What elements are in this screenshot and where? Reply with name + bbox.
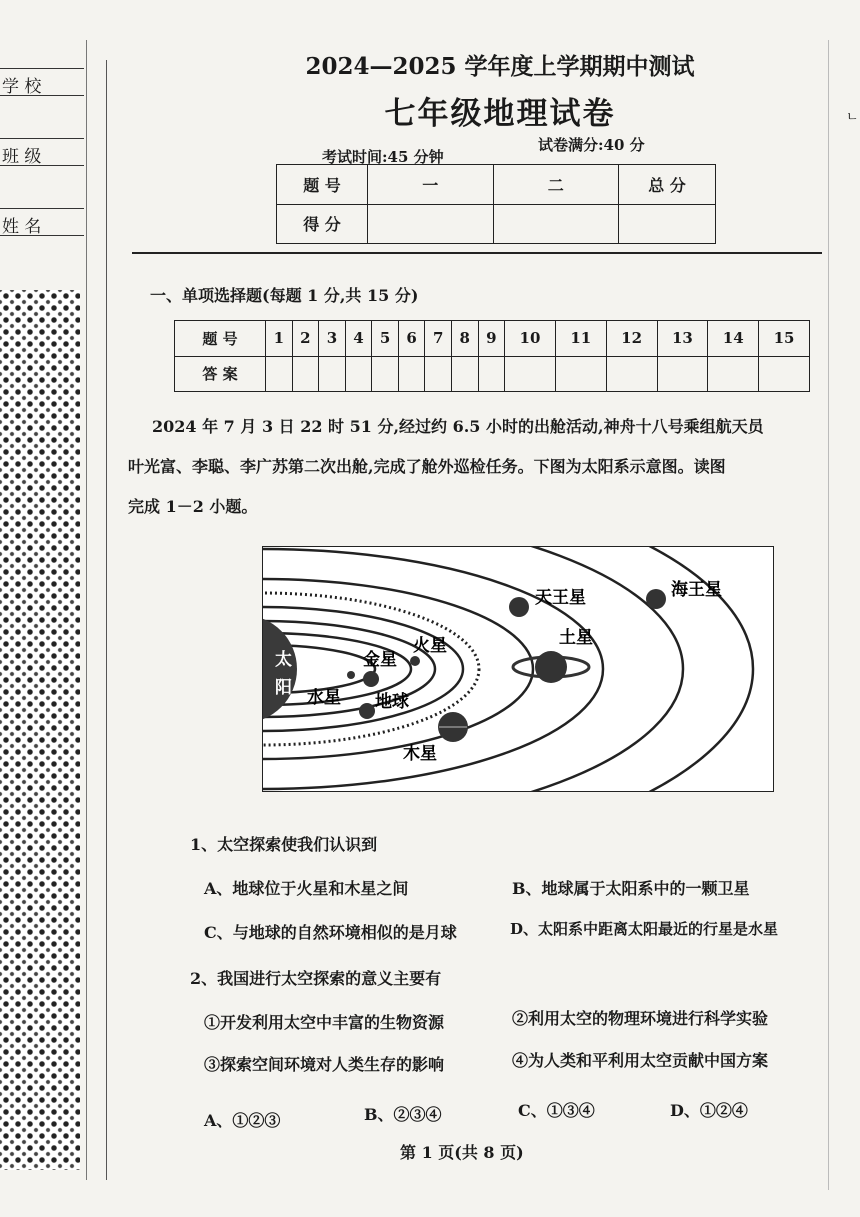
answer-cell[interactable] — [319, 356, 346, 392]
score-header-label: 题 号 — [277, 165, 368, 205]
q1-option-d[interactable]: D、太阳系中距离太阳最近的行星是水星 — [510, 920, 779, 938]
neptune-icon — [646, 589, 666, 609]
answer-cell[interactable] — [505, 356, 556, 392]
q2-option-a[interactable]: A、①②③ — [204, 1111, 281, 1130]
score-row-label: 得 分 — [277, 204, 368, 244]
question-number-cell: 8 — [451, 321, 478, 357]
score-cell-total[interactable] — [619, 204, 716, 244]
q2-statement-1: ①开发利用太空中丰富的生物资源 — [204, 1013, 445, 1032]
question-number-cell: 10 — [505, 321, 556, 357]
answer-cell[interactable] — [292, 356, 319, 392]
answer-cell[interactable] — [425, 356, 452, 392]
saturn-icon — [535, 651, 567, 683]
answer-header-label: 题 号 — [175, 321, 266, 357]
exam-title: 2024—2025 学年度上学期期中测试 — [305, 53, 695, 80]
mars-icon — [410, 656, 420, 666]
school-field — [0, 68, 84, 96]
intro-line-2: 叶光富、李聪、李广苏第二次出舱,完成了舱外巡检任务。下图为太阳系示意图。读图 — [128, 457, 726, 476]
mercury-icon — [347, 671, 355, 679]
intro-line-3: 完成 1－2 小题。 — [128, 497, 258, 516]
intro-line-1: 2024 年 7 月 3 日 22 时 51 分,经过约 6.5 小时的出舱活动,神舟十八号乘组航天员 — [152, 417, 764, 436]
question-number-cell: 11 — [555, 321, 606, 357]
score-cell-1[interactable] — [368, 204, 494, 244]
score-header-total: 总 分 — [619, 165, 716, 205]
sun-label-2: 阳 — [275, 678, 292, 698]
mars-label: 火星 — [413, 636, 447, 656]
score-header-1: 一 — [368, 165, 494, 205]
solar-system-figure — [262, 546, 774, 792]
question-number-cell: 4 — [345, 321, 372, 357]
answer-cell[interactable] — [372, 356, 399, 392]
class-label: 班 级 — [2, 147, 42, 167]
answer-cell[interactable] — [398, 356, 425, 392]
question-number-cell: 12 — [606, 321, 657, 357]
question-number-cell: 5 — [372, 321, 399, 357]
earth-label: 地球 — [375, 692, 409, 712]
answer-cell[interactable] — [708, 356, 759, 392]
name-label: 姓 名 — [2, 217, 42, 237]
question-number-cell: 1 — [266, 321, 293, 357]
mercury-label: 水星 — [307, 688, 341, 708]
q1-option-b[interactable]: B、地球属于太阳系中的一颗卫星 — [512, 879, 750, 898]
answer-cell[interactable] — [657, 356, 708, 392]
stray-mark: ㄴ — [846, 110, 859, 125]
answer-cell[interactable] — [606, 356, 657, 392]
right-margin-line — [828, 40, 829, 1190]
q2-option-b[interactable]: B、②③④ — [364, 1105, 442, 1124]
answer-cell[interactable] — [555, 356, 606, 392]
exam-subtitle: 七年级地理试卷 — [384, 96, 616, 132]
q2-statement-2: ②利用太空的物理环境进行科学实验 — [512, 1009, 769, 1028]
seal-pattern — [0, 290, 80, 1170]
venus-icon — [363, 671, 379, 687]
answer-cell[interactable] — [478, 356, 505, 392]
question-number-cell: 15 — [759, 321, 810, 357]
q2-option-d[interactable]: D、①②④ — [670, 1101, 748, 1120]
q2-statement-3: ③探索空间环境对人类生存的影响 — [204, 1055, 445, 1074]
jupiter-label: 木星 — [403, 744, 437, 764]
sun-label-1: 太 — [275, 650, 292, 670]
header-divider — [132, 252, 822, 254]
page-footer: 第 1 页(共 8 页) — [400, 1143, 524, 1162]
earth-icon — [359, 703, 375, 719]
score-cell-2[interactable] — [493, 204, 619, 244]
neptune-label: 海王星 — [671, 580, 722, 600]
question-number-cell: 3 — [319, 321, 346, 357]
answer-cell[interactable] — [345, 356, 372, 392]
answer-cell[interactable] — [759, 356, 810, 392]
section1-title: 一、单项选择题(每题 1 分,共 15 分) — [150, 286, 419, 305]
answer-cell[interactable] — [451, 356, 478, 392]
q2-stem: 2、我国进行太空探索的意义主要有 — [190, 969, 442, 988]
venus-label: 金星 — [363, 650, 397, 670]
q2-statement-4: ④为人类和平利用太空贡献中国方案 — [512, 1051, 769, 1070]
answer-cell[interactable] — [266, 356, 293, 392]
school-label: 学 校 — [2, 77, 42, 97]
class-field — [0, 138, 84, 166]
name-field — [0, 208, 84, 236]
orbit-jupiter — [263, 579, 533, 759]
uranus-label: 天王星 — [535, 588, 586, 608]
question-number-cell: 14 — [708, 321, 759, 357]
q1-option-c[interactable]: C、与地球的自然环境相似的是月球 — [204, 923, 457, 942]
question-number-cell: 7 — [425, 321, 452, 357]
score-table — [276, 164, 716, 244]
question-number-cell: 9 — [478, 321, 505, 357]
q2-option-c[interactable]: C、①③④ — [518, 1101, 595, 1120]
binding-line — [106, 60, 107, 1180]
q1-stem: 1、太空探索使我们认识到 — [190, 835, 378, 854]
question-number-cell: 6 — [398, 321, 425, 357]
answer-table — [174, 320, 810, 392]
saturn-label: 土星 — [559, 628, 593, 648]
orbit-uranus — [263, 547, 683, 791]
full-score: 试卷满分:40 分 — [538, 136, 645, 154]
q1-option-a[interactable]: A、地球位于火星和木星之间 — [204, 879, 409, 898]
solar-system-diagram — [263, 547, 773, 791]
score-header-2: 二 — [493, 165, 619, 205]
question-number-cell: 2 — [292, 321, 319, 357]
question-number-cell: 13 — [657, 321, 708, 357]
exam-time: 考试时间:45 分钟 — [322, 148, 444, 166]
uranus-icon — [509, 597, 529, 617]
answer-row-label: 答 案 — [175, 356, 266, 392]
